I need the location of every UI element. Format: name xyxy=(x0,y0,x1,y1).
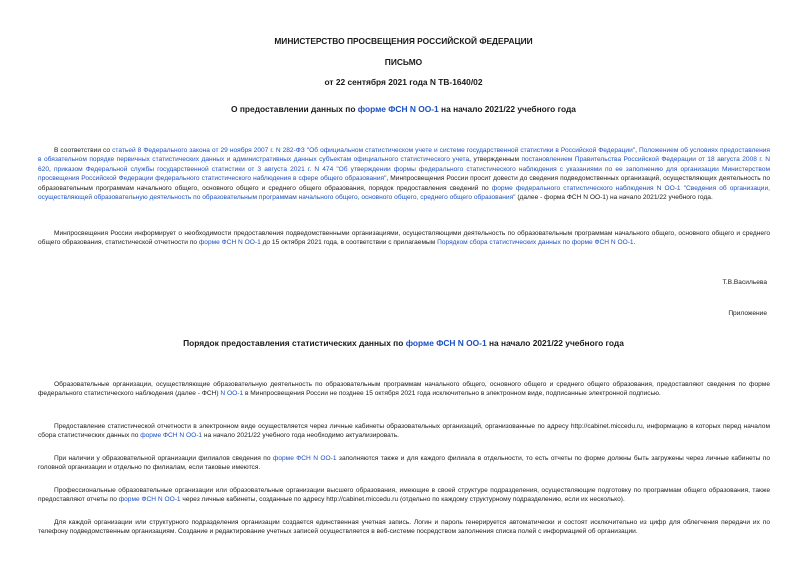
p1-text: , утвержденным xyxy=(469,156,522,164)
q1-text: в Минпросвещения России не позднее 15 октября 2021 года исключительно в электронном виде, подписанные электронной подписью. xyxy=(243,390,661,398)
q3-text: При наличии у образовательной организации филиалов сведения по xyxy=(54,455,273,462)
q3-form-link[interactable]: форме ФСН N ОО-1 xyxy=(272,455,337,462)
letter-title-text: О предоставлении данных по xyxy=(231,104,358,114)
order-title-text-end: на начало 2021/22 учебного года xyxy=(486,338,624,348)
document-type: ПИСЬМО xyxy=(384,57,423,67)
letter-title-text-end: на начало 2021/22 учебного года xyxy=(438,104,576,114)
document-date-number: от 22 сентября 2021 года N ТВ-1640/02 xyxy=(324,77,483,87)
order-paragraph-2 xyxy=(38,422,770,441)
p2-text: . xyxy=(633,239,636,247)
p1-text: , Минпросвещения России просит довести до сведения подведомственных организаций, осуществляющих деятельность по образовательным программам начального общего, основного общего и среднего общего образования, порядок предоставления сведений по xyxy=(38,175,770,192)
q1-form-link[interactable]: N ОО-1 xyxy=(220,390,244,398)
order-title-text: Порядок предоставления статистических данных по xyxy=(183,338,406,348)
letter-title-link[interactable]: форме ФСН N ОО-1 xyxy=(357,104,439,114)
ministry-heading: МИНИСТЕРСТВО ПРОСВЕЩЕНИЯ РОССИЙСКОЙ ФЕДЕРАЦИИ xyxy=(274,36,533,46)
order-paragraph-1 xyxy=(38,380,770,399)
p1-regulation-link[interactable]: Положением об условиях предоставления в обязательном порядке первичных статистических данных и административных данных субъектам официального статистического учета xyxy=(38,147,770,164)
order-title xyxy=(0,338,807,348)
q4-form-link[interactable]: форме ФСН N ОО-1 xyxy=(118,496,181,504)
p1-text: , xyxy=(49,165,54,173)
q4-text: через личные кабинеты, созданные по адресу http://cabinet.miccedu.ru (отдельно по каждому структурному подразделению, если их несколько). xyxy=(180,496,625,504)
p1-resolution-link[interactable]: постановлением Правительства Российской Федерации от 18 августа 2008 г. N 620 xyxy=(38,156,771,173)
p1-law-link[interactable]: статьей 8 Федерального закона от 29 ноября 2007 г. N 282-ФЗ "Об официальном статистическом учете и системе государственной статистики в Российской Федерации" xyxy=(112,147,636,154)
p1-text: В соответствии со xyxy=(54,147,113,154)
q4-text: Профессиональные образовательные организации или образовательные организации высшего образования, имеющие в своей структуре подразделения, осуществляющие подготовку по программам общего образования, также предоставляют отчеты по xyxy=(38,487,770,504)
q2-text: Предоставление статистической отчетности в электронном виде осуществляется через личные кабинеты образовательных организаций, организованные по адресу http://cabinet.miccedu.ru, информацию в которых перед началом сбора статистических данных по xyxy=(38,423,770,440)
paragraph-1 xyxy=(38,146,770,202)
q2-text: на начало 2021/22 учебного года необходимо актуализировать. xyxy=(202,432,399,440)
p1-form-link[interactable]: форме федерального статистического наблюдения N ОО-1 "Сведения об организации, осуществляющей образовательную деятельность по образовательным программам начального общего, основного общего, среднего общего образования" xyxy=(38,184,770,202)
p1-text: , xyxy=(635,147,639,154)
letter-title xyxy=(0,104,807,114)
order-paragraph-5 xyxy=(38,518,770,537)
p1-order-link[interactable]: приказом Федеральной службы государственной статистики от 3 августа 2021 г. N 474 "Об утверждении формы федерального статистического наблюдения с указаниями по ее заполнению для организации Министерством просвещения Российской Федерации федерального статистического наблюдения в сфере общего образования" xyxy=(38,165,770,183)
p1-text: (далее - форма ФСН N ОО-1) на начало 2021/22 учебного года. xyxy=(515,194,713,202)
p2-text: Минпросвещения России информирует о необходимости предоставления подведомственными организациями, осуществляющими деятельность по образовательным программам начального общего, основного общего и среднего общего образования, статистической отчетности по xyxy=(38,230,770,247)
q1-text: Образовательные организации, осуществляющие образовательную деятельность по образовательным программам начального общего, основного общего и среднего общего образования, предоставляют сведения по форме федерального статистического наблюдения (далее - ФСН) xyxy=(38,381,770,398)
q3-text: заполняются также и для каждого филиала в отдельности, то есть отчеты по форме должны быть загружены через личные кабинеты по головной организации и отдельно по филиалам, если таковые имеются. xyxy=(38,455,770,472)
paragraph-2 xyxy=(38,229,770,248)
q5-text: Для каждой организации или структурного подразделения организации создается единственная учетная запись. Логин и пароль генерируется автоматически и состоят исключительно из цифр для облегчения передачи их по телефону подведомственным организациям. Создание и редактирование учетных записей осуществляется в веб-системе посредством заполнения списка полей с информацией об организации. xyxy=(38,519,770,536)
signature: Т.В.Васильева xyxy=(722,279,767,286)
order-paragraph-4 xyxy=(38,486,770,505)
order-paragraph-3 xyxy=(38,454,770,473)
p2-order-link[interactable]: Порядком сбора статистических данных по форме ФСН N ОО-1 xyxy=(437,239,634,247)
order-title-link[interactable]: форме ФСН N ОО-1 xyxy=(405,338,487,348)
p2-form-link[interactable]: форме ФСН N ОО-1 xyxy=(198,239,261,247)
appendix-label: Приложение xyxy=(728,310,767,317)
q2-form-link[interactable]: форме ФСН N ОО-1 xyxy=(140,432,203,440)
p2-text: до 15 октября 2021 года, в соответствии с прилагаемым xyxy=(260,239,438,247)
